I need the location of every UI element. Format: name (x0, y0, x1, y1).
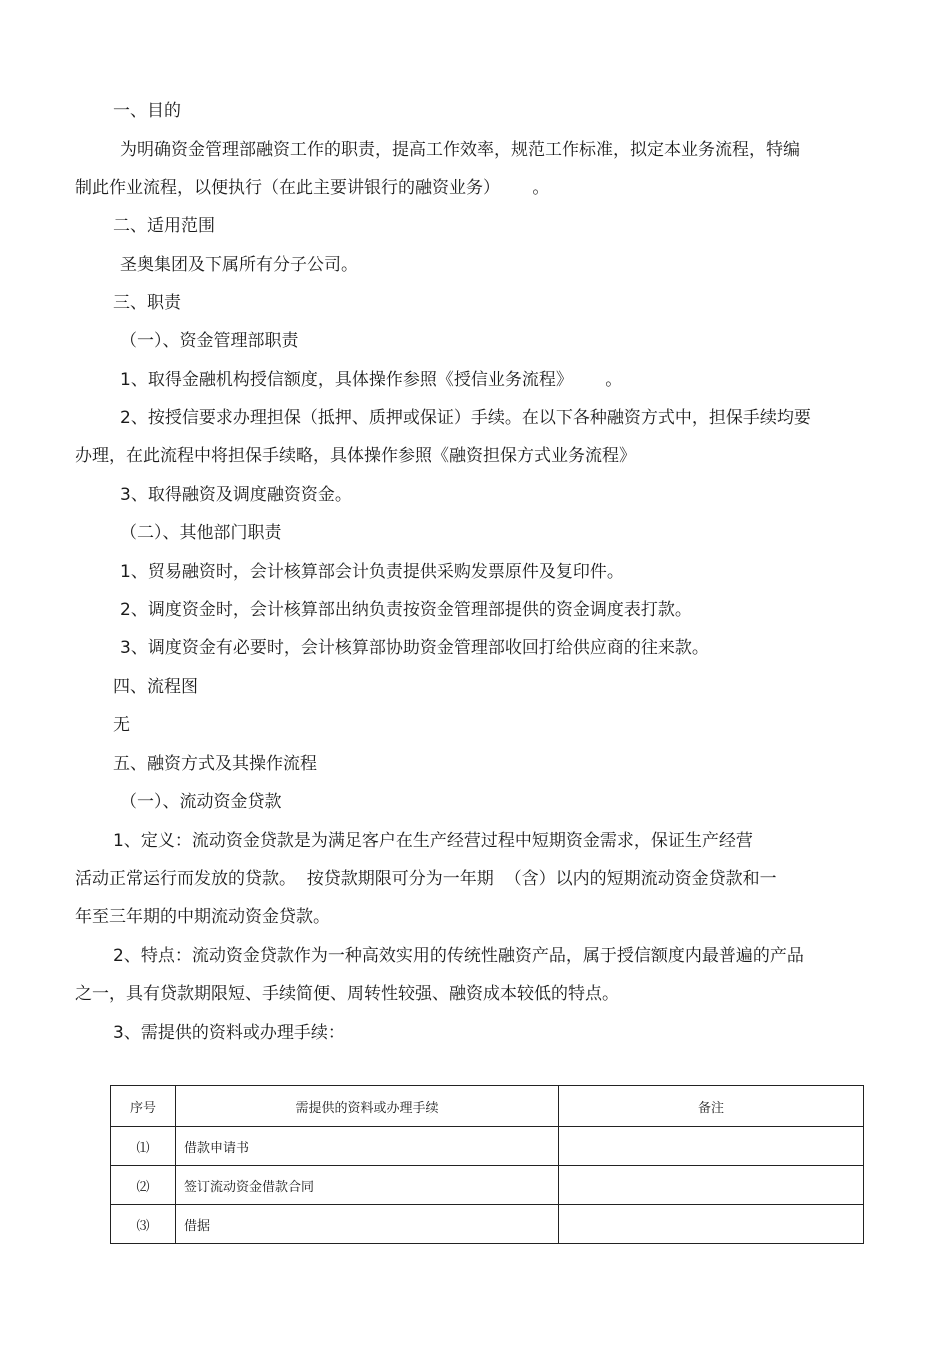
paragraph-line: 2、调度资金时，会计核算部出纳负责按资金管理部提供的资金调度表打款。 (120, 600, 692, 620)
heading-flowchart: 四、流程图 (113, 677, 198, 697)
paragraph-line: 3、取得融资及调度融资资金。 (120, 485, 352, 505)
cell-remark (559, 1127, 864, 1166)
paragraph-line: 3、需提供的资料或办理手续： (113, 1023, 345, 1043)
table-header-row (111, 1086, 864, 1127)
subheading-fund-dept: （一）、资金管理部职责 (120, 331, 299, 351)
paragraph-line: 3、调度资金有必要时，会计核算部协助资金管理部收回打给供应商的往来款。 (120, 638, 709, 658)
cell-remark (559, 1205, 864, 1244)
paragraph-line: 圣奥集团及下属所有分子公司。 (120, 255, 358, 275)
table-row (111, 1127, 864, 1166)
header-cell-no: 序号 (111, 1086, 176, 1127)
heading-financing-methods: 五、融资方式及其操作流程 (113, 754, 317, 774)
cell-material: 借款申请书 (176, 1127, 559, 1166)
subheading-working-capital-loan: （一）、流动资金贷款 (120, 792, 282, 812)
paragraph-line: 之一，具有贷款期限短、手续简便、周转性较强、融资成本较低的特点。 (75, 984, 619, 1004)
heading-purpose: 一、目的 (113, 101, 181, 121)
paragraph-line: 为明确资金管理部融资工作的职责，提高工作效率，规范工作标准，拟定本业务流程，特编 (120, 140, 800, 160)
paragraph-line: 制此作业流程，以便执行（在此主要讲银行的融资业务） 。 (75, 178, 550, 198)
subheading-other-dept: （二）、其他部门职责 (120, 523, 282, 543)
paragraph-line: 办理，在此流程中将担保手续略，具体操作参照《融资担保方式业务流程》 (75, 446, 636, 466)
requirements-table (110, 1085, 864, 1244)
heading-duties: 三、职责 (113, 293, 181, 313)
cell-no: ⑶ (111, 1205, 176, 1244)
table-row (111, 1205, 864, 1244)
cell-material: 借据 (176, 1205, 559, 1244)
paragraph-line: 1、取得金融机构授信额度，具体操作参照《授信业务流程》 。 (120, 370, 623, 390)
paragraph-line: 1、贸易融资时，会计核算部会计负责提供采购发票原件及复印件。 (120, 562, 624, 582)
paragraph-line: 2、特点：流动资金贷款作为一种高效实用的传统性融资产品，属于授信额度内最普遍的产品 (113, 946, 804, 966)
paragraph-line: 年至三年期的中期流动资金贷款。 (75, 907, 330, 927)
heading-scope: 二、适用范围 (113, 216, 215, 236)
paragraph-line: 活动正常运行而发放的贷款。 按贷款期限可分为一年期 （含）以内的短期流动资金贷款和一 (75, 869, 777, 889)
header-cell-materials: 需提供的资料或办理手续 (176, 1086, 559, 1127)
cell-remark (559, 1166, 864, 1205)
table-row (111, 1166, 864, 1205)
header-cell-remarks: 备注 (559, 1086, 864, 1127)
paragraph-line: 2、按授信要求办理担保（抵押、质押或保证）手续。在以下各种融资方式中，担保手续均要 (120, 408, 811, 428)
cell-material: 签订流动资金借款合同 (176, 1166, 559, 1205)
paragraph-line: 1、定义：流动资金贷款是为满足客户在生产经营过程中短期资金需求，保证生产经营 (113, 831, 753, 851)
cell-no: ⑴ (111, 1127, 176, 1166)
cell-no: ⑵ (111, 1166, 176, 1205)
paragraph-line: 无 (113, 715, 130, 735)
